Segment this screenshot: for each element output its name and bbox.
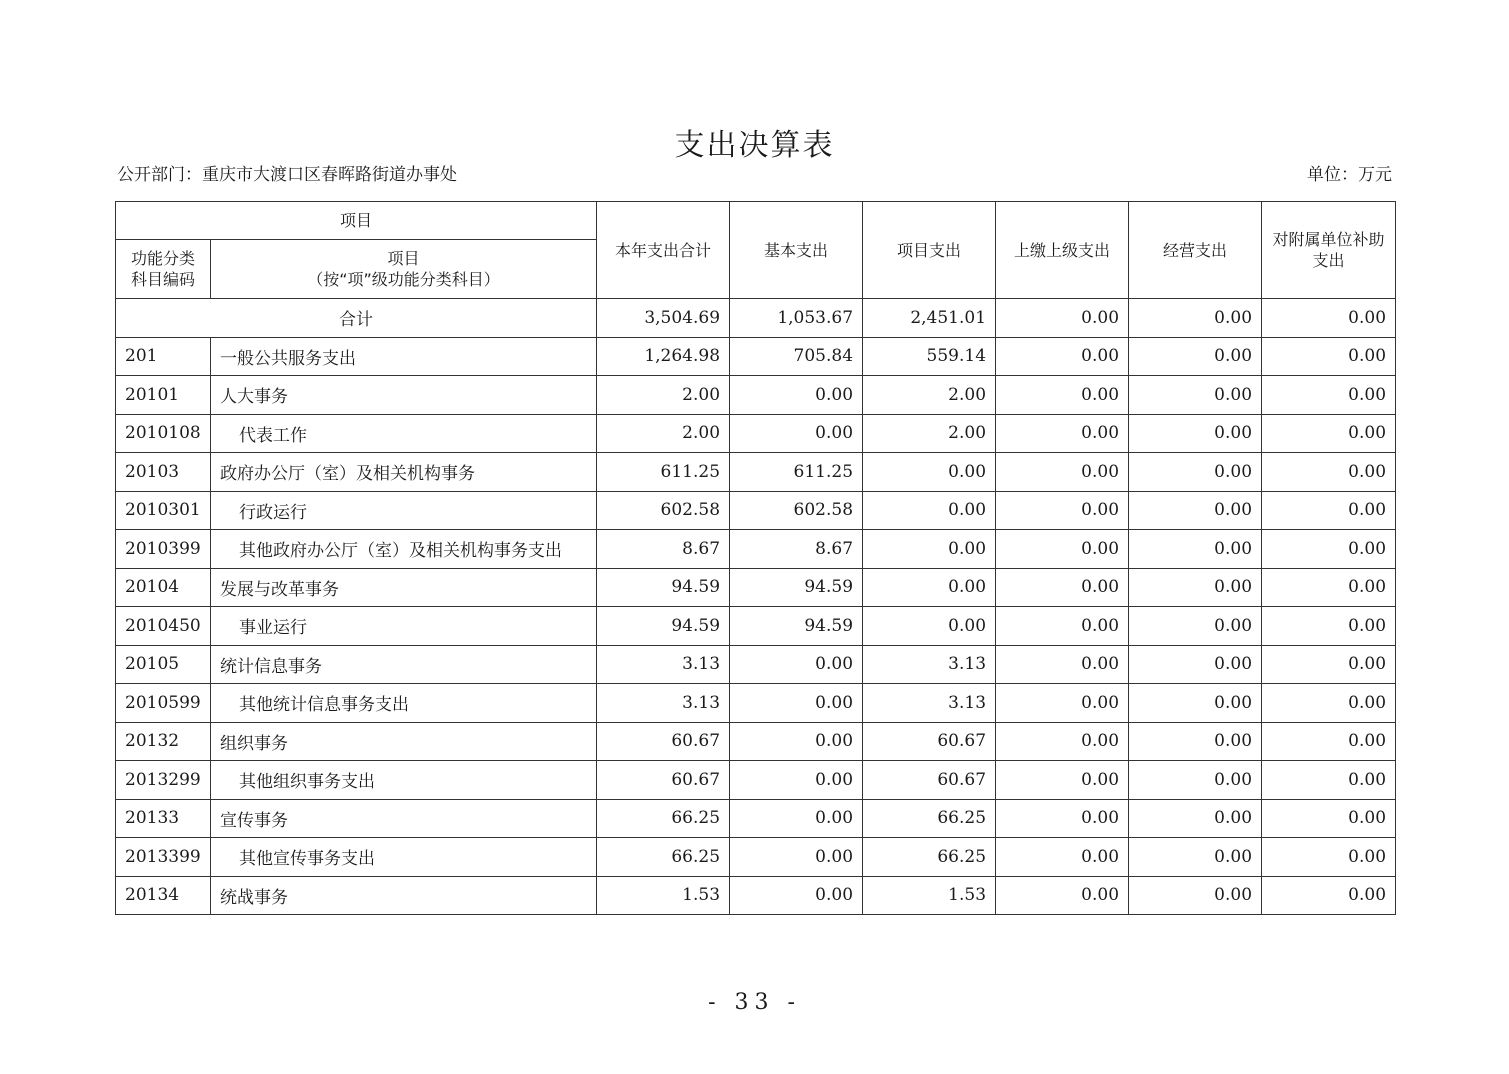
table-row xyxy=(116,491,1396,530)
table-row xyxy=(116,530,1396,569)
table-row xyxy=(116,414,1396,453)
cell-name: 宣传事务 xyxy=(211,799,597,838)
cell-value: 705.84 xyxy=(730,337,863,376)
cell-value: 611.25 xyxy=(730,453,863,492)
cell-name: 一般公共服务支出 xyxy=(211,337,597,376)
cell-value: 0.00 xyxy=(863,530,996,569)
cell-name: 其他政府办公厅（室）及相关机构事务支出 xyxy=(211,530,597,569)
cell-value: 0.00 xyxy=(1262,491,1396,530)
cell-value: 66.25 xyxy=(863,799,996,838)
cell-value: 1.53 xyxy=(863,876,996,915)
cell-code: 20103 xyxy=(116,453,211,492)
cell-value: 3.13 xyxy=(597,684,730,723)
cell-value: 0.00 xyxy=(996,722,1129,761)
cell-name: 组织事务 xyxy=(211,722,597,761)
header-business: 经营支出 xyxy=(1129,202,1262,299)
cell-name: 其他统计信息事务支出 xyxy=(211,684,597,723)
cell-code: 201 xyxy=(116,337,211,376)
cell-value: 0.00 xyxy=(1262,337,1396,376)
cell-value: 0.00 xyxy=(863,607,996,646)
department-label: 公开部门：重庆市大渡口区春晖路街道办事处 xyxy=(117,165,457,185)
header-project: 项目支出 xyxy=(863,202,996,299)
cell-value: 94.59 xyxy=(730,568,863,607)
cell-value: 8.67 xyxy=(730,530,863,569)
table-row xyxy=(116,376,1396,415)
cell-value: 0.00 xyxy=(996,491,1129,530)
cell-value: 2,451.01 xyxy=(863,299,996,338)
cell-code: 20104 xyxy=(116,568,211,607)
cell-value: 0.00 xyxy=(1129,337,1262,376)
cell-value: 0.00 xyxy=(1129,491,1262,530)
cell-value: 0.00 xyxy=(730,722,863,761)
table-row xyxy=(116,838,1396,877)
cell-value: 94.59 xyxy=(597,568,730,607)
cell-value: 0.00 xyxy=(730,761,863,800)
cell-code: 2013299 xyxy=(116,761,211,800)
cell-value: 602.58 xyxy=(730,491,863,530)
cell-value: 0.00 xyxy=(1262,645,1396,684)
cell-value: 0.00 xyxy=(1262,376,1396,415)
cell-value: 0.00 xyxy=(730,645,863,684)
table-body xyxy=(116,299,1396,915)
cell-code: 2010301 xyxy=(116,491,211,530)
cell-name: 事业运行 xyxy=(211,607,597,646)
cell-value: 0.00 xyxy=(1129,607,1262,646)
cell-value: 0.00 xyxy=(1129,645,1262,684)
cell-code: 2010450 xyxy=(116,607,211,646)
cell-name: 人大事务 xyxy=(211,376,597,415)
cell-code: 20133 xyxy=(116,799,211,838)
cell-value: 0.00 xyxy=(1129,722,1262,761)
cell-code: 2010599 xyxy=(116,684,211,723)
cell-value: 0.00 xyxy=(1262,607,1396,646)
cell-value: 0.00 xyxy=(730,414,863,453)
cell-value: 0.00 xyxy=(1262,568,1396,607)
cell-value: 0.00 xyxy=(996,607,1129,646)
cell-value: 8.67 xyxy=(597,530,730,569)
cell-value: 0.00 xyxy=(996,453,1129,492)
cell-value: 66.25 xyxy=(597,799,730,838)
table-header xyxy=(116,202,1396,299)
cell-value: 0.00 xyxy=(1262,684,1396,723)
cell-value: 0.00 xyxy=(1262,799,1396,838)
cell-value: 0.00 xyxy=(996,684,1129,723)
cell-value: 0.00 xyxy=(1129,684,1262,723)
cell-value: 1.53 xyxy=(597,876,730,915)
table-row xyxy=(116,453,1396,492)
cell-code: 20134 xyxy=(116,876,211,915)
cell-value: 0.00 xyxy=(996,876,1129,915)
header-subsidy: 对附属单位补助支出 xyxy=(1262,202,1396,299)
cell-value: 0.00 xyxy=(863,568,996,607)
total-row xyxy=(116,299,1396,338)
cell-value: 94.59 xyxy=(597,607,730,646)
cell-value: 0.00 xyxy=(996,337,1129,376)
cell-value: 2.00 xyxy=(597,414,730,453)
cell-value: 66.25 xyxy=(597,838,730,877)
unit-label: 单位：万元 xyxy=(1307,165,1392,185)
cell-value: 0.00 xyxy=(1129,838,1262,877)
cell-value: 2.00 xyxy=(863,414,996,453)
cell-value: 0.00 xyxy=(996,799,1129,838)
cell-value: 2.00 xyxy=(863,376,996,415)
table-row xyxy=(116,799,1396,838)
cell-value: 0.00 xyxy=(1262,761,1396,800)
table-row xyxy=(116,876,1396,915)
cell-value: 94.59 xyxy=(730,607,863,646)
cell-value: 611.25 xyxy=(597,453,730,492)
cell-value: 66.25 xyxy=(863,838,996,877)
table-row xyxy=(116,645,1396,684)
expenditure-table xyxy=(115,201,1396,915)
cell-value: 0.00 xyxy=(1129,299,1262,338)
cell-value: 0.00 xyxy=(1129,414,1262,453)
cell-value: 0.00 xyxy=(730,376,863,415)
cell-value: 602.58 xyxy=(597,491,730,530)
cell-code: 20132 xyxy=(116,722,211,761)
cell-value: 0.00 xyxy=(996,376,1129,415)
cell-value: 0.00 xyxy=(1129,568,1262,607)
cell-value: 3,504.69 xyxy=(597,299,730,338)
cell-value: 0.00 xyxy=(1129,530,1262,569)
header-total: 本年支出合计 xyxy=(597,202,730,299)
total-label: 合计 xyxy=(116,299,597,338)
cell-value: 0.00 xyxy=(1262,453,1396,492)
table-row xyxy=(116,337,1396,376)
cell-value: 0.00 xyxy=(996,530,1129,569)
cell-name: 统战事务 xyxy=(211,876,597,915)
table-row xyxy=(116,568,1396,607)
cell-value: 3.13 xyxy=(863,684,996,723)
cell-value: 0.00 xyxy=(1129,453,1262,492)
cell-value: 0.00 xyxy=(730,838,863,877)
cell-value: 0.00 xyxy=(730,799,863,838)
header-item-group: 项目 xyxy=(116,202,597,240)
cell-value: 0.00 xyxy=(1129,761,1262,800)
cell-name: 政府办公厅（室）及相关机构事务 xyxy=(211,453,597,492)
cell-value: 0.00 xyxy=(996,414,1129,453)
cell-name: 其他宣传事务支出 xyxy=(211,838,597,877)
cell-value: 0.00 xyxy=(730,876,863,915)
cell-value: 0.00 xyxy=(1262,876,1396,915)
cell-value: 0.00 xyxy=(730,684,863,723)
cell-value: 2.00 xyxy=(597,376,730,415)
header-code: 功能分类 科目编码 xyxy=(116,240,211,299)
cell-value: 60.67 xyxy=(597,722,730,761)
cell-code: 2013399 xyxy=(116,838,211,877)
cell-value: 0.00 xyxy=(996,761,1129,800)
cell-value: 0.00 xyxy=(996,838,1129,877)
table-row xyxy=(116,684,1396,723)
cell-value: 0.00 xyxy=(996,645,1129,684)
cell-value: 559.14 xyxy=(863,337,996,376)
cell-value: 60.67 xyxy=(863,722,996,761)
table-row xyxy=(116,607,1396,646)
cell-value: 1,053.67 xyxy=(730,299,863,338)
cell-name: 发展与改革事务 xyxy=(211,568,597,607)
header-upper: 上缴上级支出 xyxy=(996,202,1129,299)
table-row xyxy=(116,761,1396,800)
cell-value: 0.00 xyxy=(1262,414,1396,453)
cell-name: 行政运行 xyxy=(211,491,597,530)
cell-value: 1,264.98 xyxy=(597,337,730,376)
table-row xyxy=(116,722,1396,761)
cell-value: 0.00 xyxy=(863,491,996,530)
cell-value: 60.67 xyxy=(863,761,996,800)
header-basic: 基本支出 xyxy=(730,202,863,299)
cell-code: 20105 xyxy=(116,645,211,684)
cell-value: 0.00 xyxy=(1129,799,1262,838)
cell-value: 0.00 xyxy=(1262,722,1396,761)
cell-name: 代表工作 xyxy=(211,414,597,453)
cell-code: 20101 xyxy=(116,376,211,415)
cell-value: 0.00 xyxy=(1129,376,1262,415)
header-name: 项目 （按“项”级功能分类科目） xyxy=(211,240,597,299)
cell-value: 0.00 xyxy=(1129,876,1262,915)
cell-value: 0.00 xyxy=(1262,530,1396,569)
page-number: - 33 - xyxy=(708,990,801,1015)
cell-value: 0.00 xyxy=(996,299,1129,338)
cell-value: 3.13 xyxy=(597,645,730,684)
cell-value: 60.67 xyxy=(597,761,730,800)
cell-value: 0.00 xyxy=(1262,838,1396,877)
cell-code: 2010108 xyxy=(116,414,211,453)
cell-name: 统计信息事务 xyxy=(211,645,597,684)
cell-value: 0.00 xyxy=(1262,299,1396,338)
cell-value: 3.13 xyxy=(863,645,996,684)
cell-code: 2010399 xyxy=(116,530,211,569)
cell-name: 其他组织事务支出 xyxy=(211,761,597,800)
cell-value: 0.00 xyxy=(863,453,996,492)
page-title: 支出决算表 xyxy=(674,128,835,163)
cell-value: 0.00 xyxy=(996,568,1129,607)
